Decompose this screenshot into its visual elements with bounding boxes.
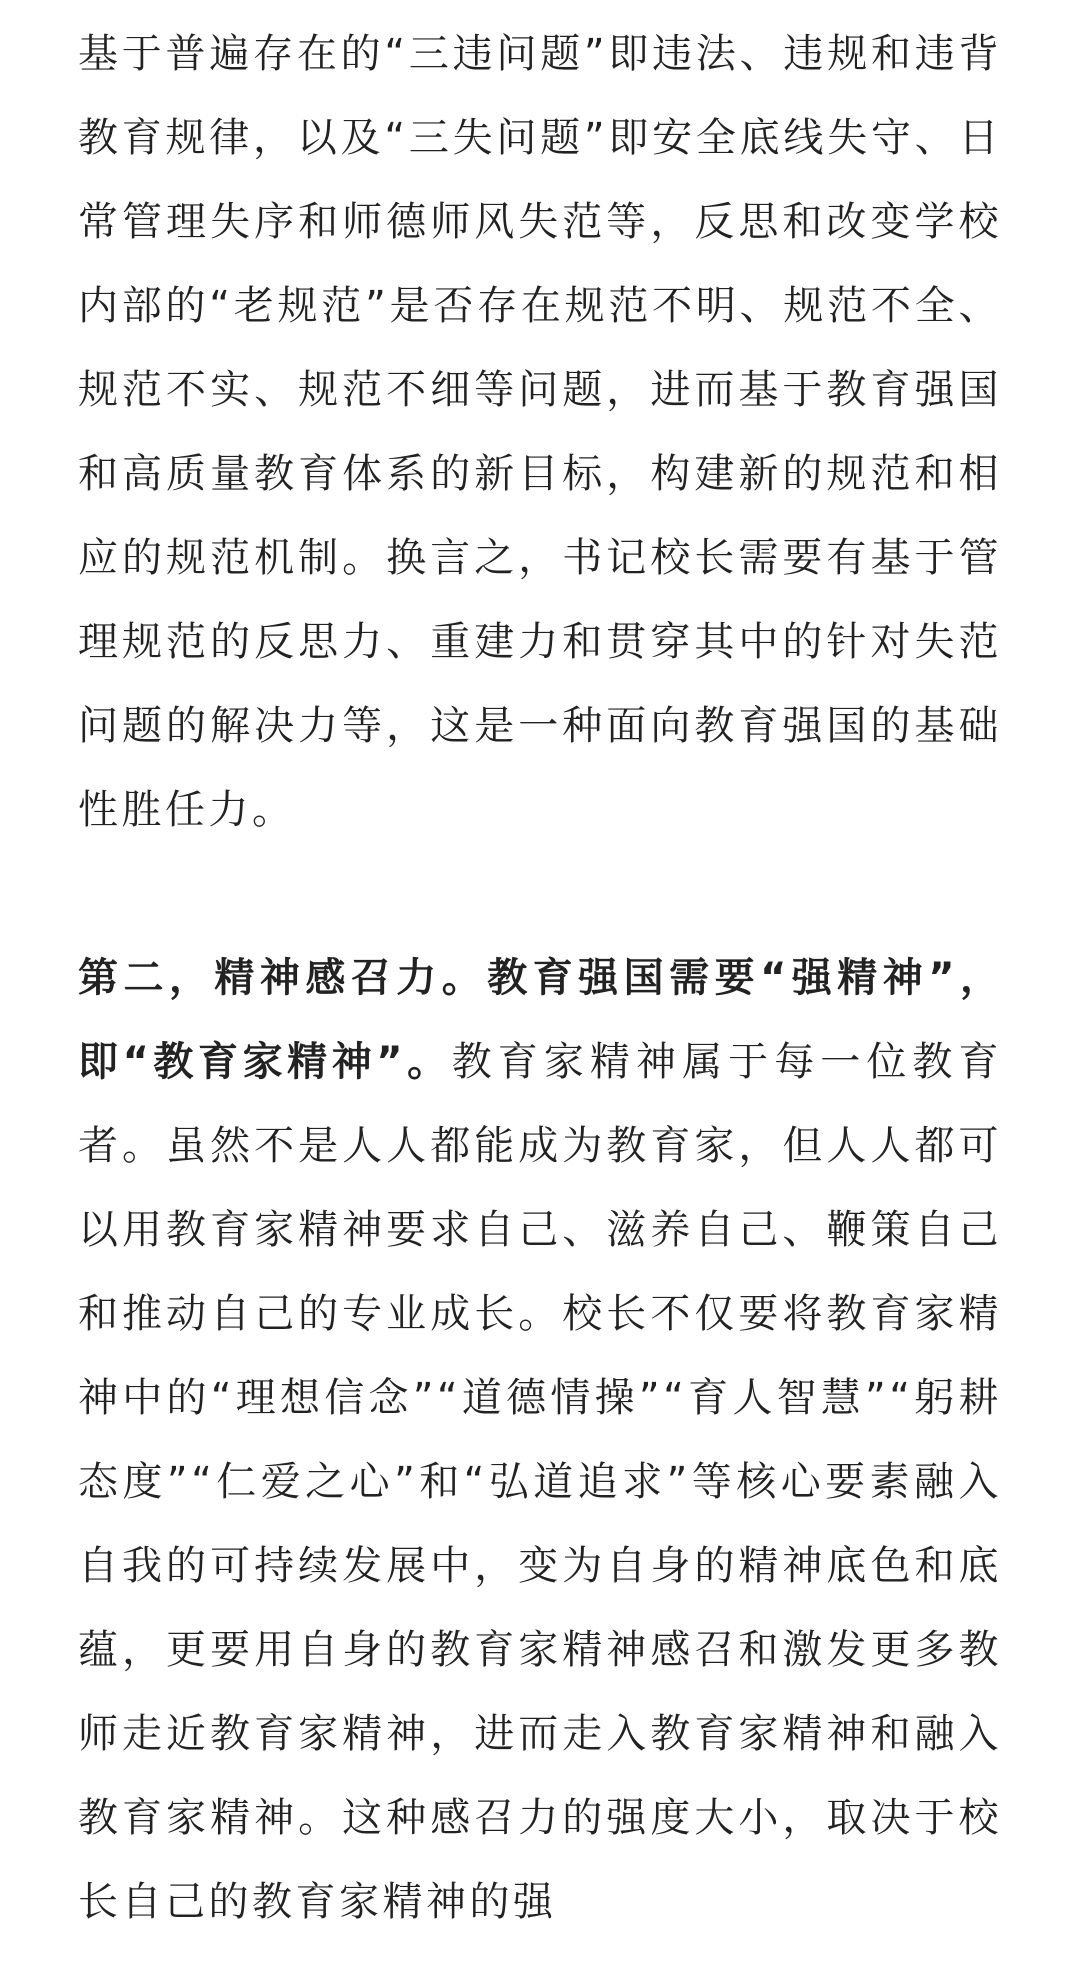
paragraph-2-text: 教育家精神属于每一位教育者。虽然不是人人都能成为教育家，但人人都可以用教育家精神要求自己、滋养自己、鞭策自己和推动自己的专业成长。校长不仅要将教育家精神中的“理想信念”“道德情操”“育人智慧”“躬耕态度”“仁爱之心”和“弘道追求”等核心要素融入自我的可持续发展中，变为自身的精神底色和底蕴，更要用自身的教育家精神感召和激发更多教师走近教育家精神，进而走入教育家精神和融入教育家精神。这种感召力的强度大小，取决于校长自己的教育家精神的强 <box>78 1039 1003 1925</box>
paragraph-2 <box>78 936 1002 1944</box>
paragraph-1 <box>78 12 1002 852</box>
paragraph-2-bold-lead: 第二，精神感召力。教育强国需要“强精神”，即“教育家精神”。 <box>78 955 1002 1085</box>
paragraph-1-text: 基于普遍存在的“三违问题”即违法、违规和违背教育规律，以及“三失问题”即安全底线失守、日常管理失序和师德师风失范等，反思和改变学校内部的“老规范”是否存在规范不明、规范不全、规范不实、规范不细等问题，进而基于教育强国和高质量教育体系的新目标，构建新的规范和相应的规范机制。换言之，书记校长需要有基于管理规范的反思力、重建力和贯穿其中的针对失范问题的解决力等，这是一种面向教育强国的基础性胜任力。 <box>78 31 1002 833</box>
article-body <box>78 12 1002 1944</box>
